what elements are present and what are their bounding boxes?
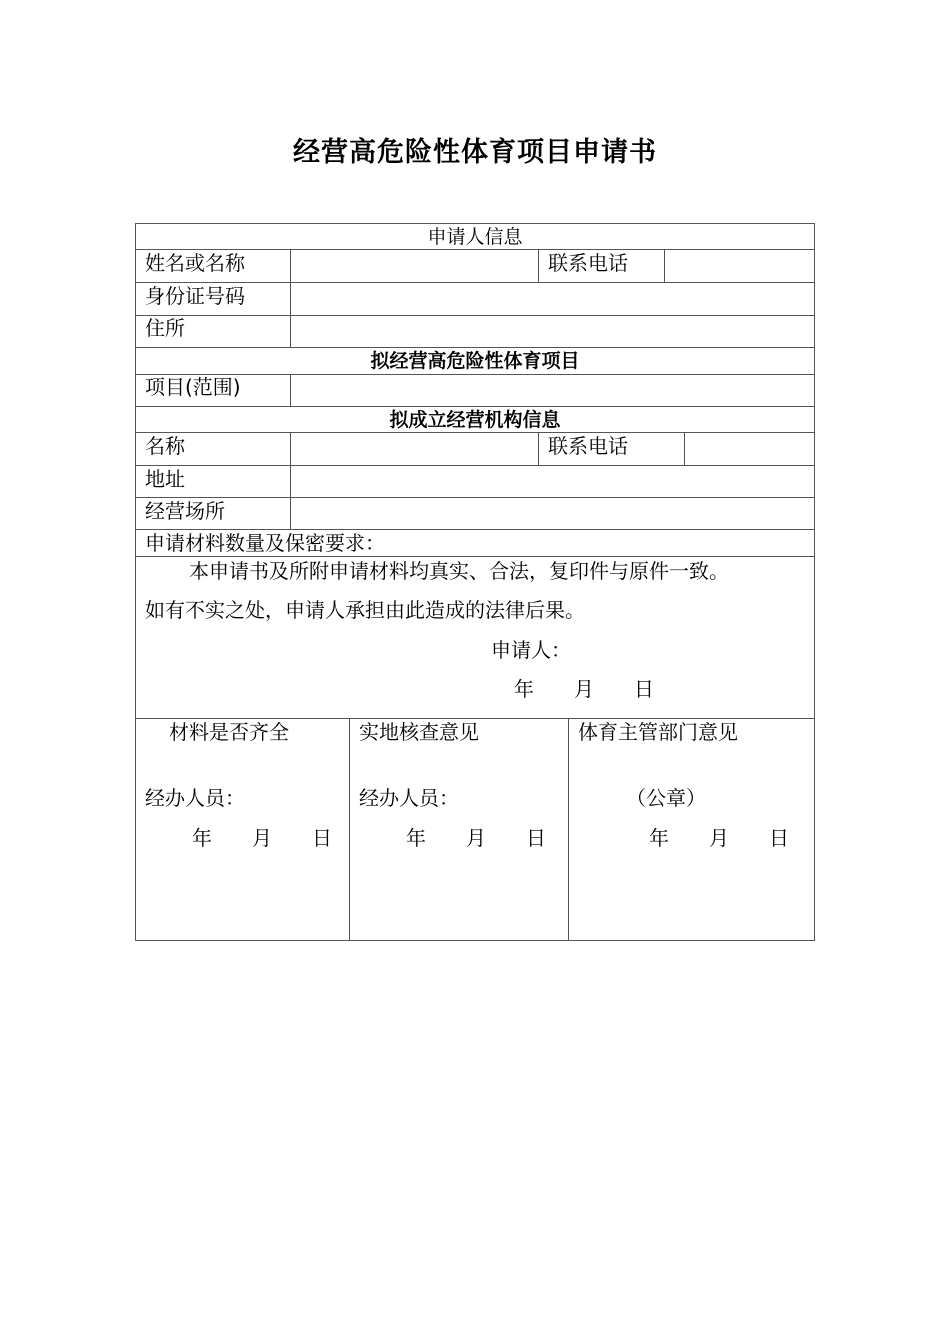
- row-divider: [136, 347, 814, 348]
- review-col1-handler-label: 经办人员：: [145, 786, 245, 810]
- col-divider: [290, 374, 291, 406]
- review-site-inspection-heading: 实地核查意见: [359, 720, 479, 744]
- review-col1-date: 年 月 日: [192, 826, 332, 850]
- col-divider: [349, 718, 350, 940]
- applicant-signature-label: 申请人：: [491, 638, 571, 662]
- project-scope-label: 项目(范围): [145, 375, 241, 399]
- row-divider: [136, 315, 814, 316]
- row-divider: [136, 406, 814, 407]
- official-seal-label: （公章）: [626, 786, 706, 810]
- applicant-address-label: 住所: [145, 316, 185, 340]
- row-divider: [136, 465, 814, 466]
- review-col2-handler-label: 经办人员：: [359, 786, 459, 810]
- row-divider: [136, 282, 814, 283]
- page-title: 经营高危险性体育项目申请书: [293, 137, 657, 168]
- applicant-name-label: 姓名或名称: [145, 251, 245, 275]
- row-divider: [136, 249, 814, 250]
- review-materials-complete-heading: 材料是否齐全: [169, 720, 289, 744]
- col-divider: [538, 432, 539, 465]
- review-col2-date: 年 月 日: [406, 826, 546, 850]
- declaration-line-1: 本申请书及所附申请材料均真实、合法，复印件与原件一致。: [189, 559, 729, 583]
- row-divider: [136, 497, 814, 498]
- org-venue-label: 经营场所: [145, 499, 225, 523]
- col-divider: [684, 432, 685, 465]
- review-sports-dept-heading: 体育主管部门意见: [578, 720, 738, 744]
- col-divider: [568, 718, 569, 940]
- col-divider: [290, 432, 291, 529]
- section-project: 拟经营高危险性体育项目: [370, 350, 580, 372]
- org-name-label: 名称: [145, 434, 185, 458]
- section-applicant-info: 申请人信息: [427, 226, 523, 248]
- applicant-phone-label: 联系电话: [548, 251, 628, 275]
- row-divider: [136, 432, 814, 433]
- materials-label: 申请材料数量及保密要求：: [145, 531, 385, 555]
- review-col3-date: 年 月 日: [649, 826, 789, 850]
- declaration-line-2: 如有不实之处，申请人承担由此造成的法律后果。: [145, 598, 585, 622]
- col-divider: [664, 249, 665, 282]
- col-divider: [290, 249, 291, 347]
- applicant-date: 年 月 日: [514, 677, 654, 701]
- org-phone-label: 联系电话: [548, 434, 628, 458]
- section-organization-info: 拟成立经营机构信息: [389, 409, 561, 431]
- application-form: [135, 223, 815, 941]
- col-divider: [538, 249, 539, 282]
- row-divider: [136, 718, 814, 719]
- row-divider: [136, 529, 814, 530]
- org-address-label: 地址: [145, 467, 185, 491]
- applicant-id-label: 身份证号码: [145, 284, 245, 308]
- row-divider: [136, 556, 814, 557]
